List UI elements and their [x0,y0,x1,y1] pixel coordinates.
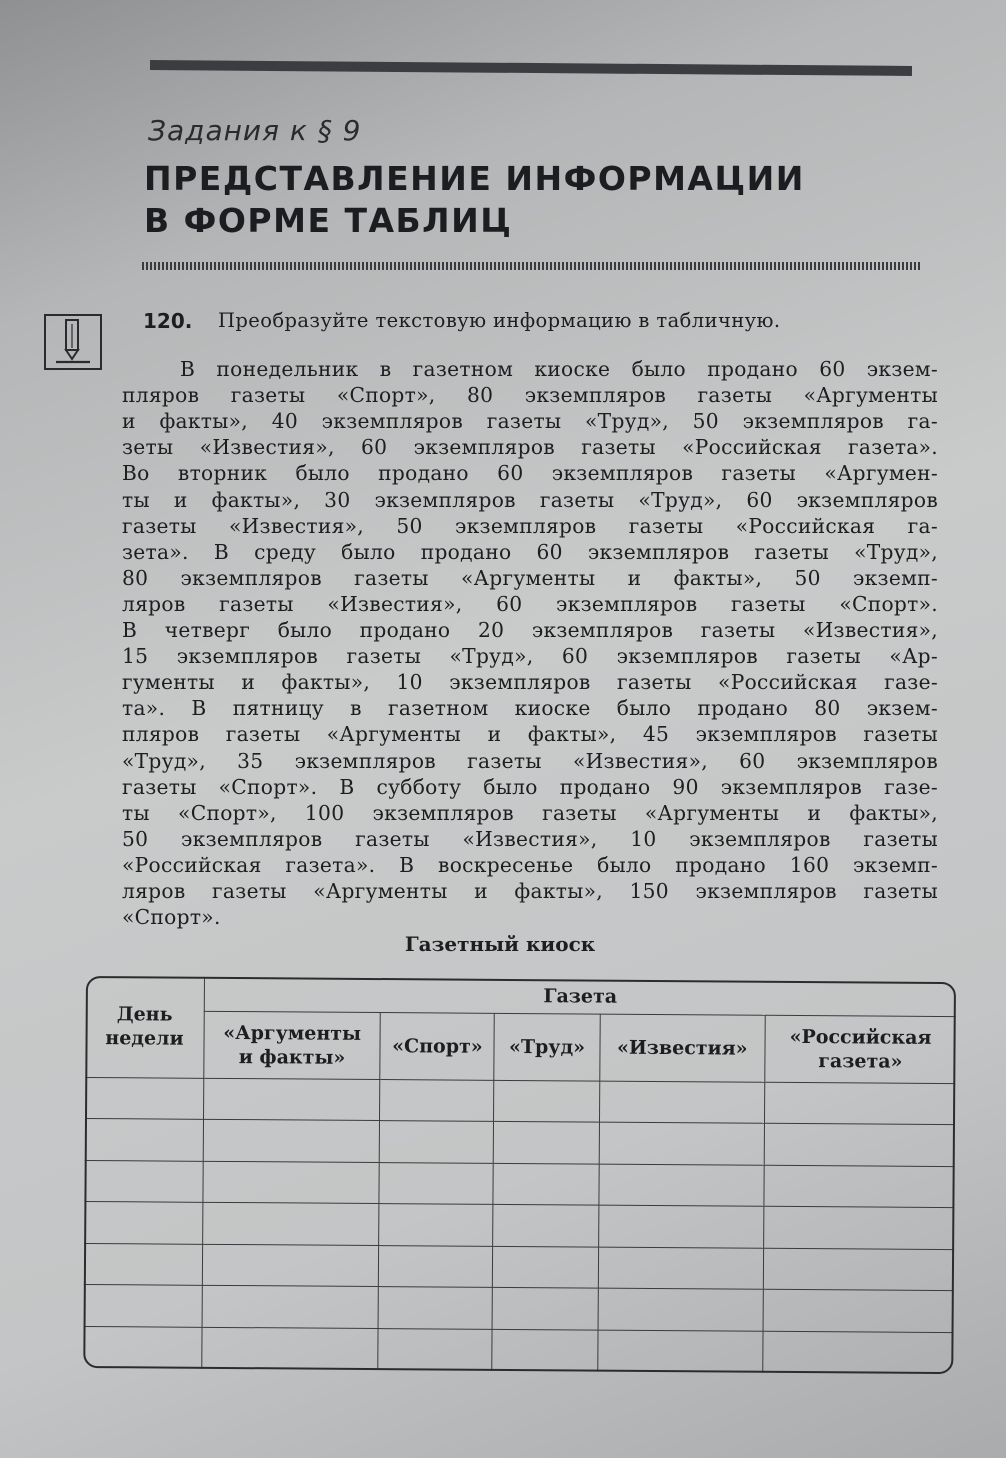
task-text [122,330,938,930]
text-line: 80 экземпляров газеты «Аргументы и факты», 50 экземп- [122,565,938,590]
newspaper-group-header: Газета [204,977,956,1017]
text-line: зеты «Известия», 60 экземпляров газеты «Российская газета». [122,435,938,460]
text-line: газеты «Известия», 50 экземпляров газеты «Российская га- [122,513,938,538]
text-line: пляров газеты «Аргументы и факты», 45 экземпляров газеты [122,722,938,747]
text-line: «Российская газета». В воскресенье было продано 160 экземп- [122,852,938,877]
page-title [144,158,904,248]
text-line: пляров газеты «Спорт», 80 экземпляров газеты «Аргументы [122,383,938,408]
bleed-through-page-number [68,42,118,82]
column-header-sport: «Спорт» [380,1012,494,1080]
text-line: газеты «Спорт». В субботу было продано 90 экземпляров газе- [122,774,938,799]
title-line-2: В ФОРМЕ ТАБЛИЦ [144,201,513,240]
column-header-trud: «Труд» [494,1013,600,1081]
column-header-argumenty: «Аргументы и факты» [204,1011,381,1079]
table-caption: Газетный киоск [404,932,596,956]
day-of-week-header: День недели [85,976,204,1078]
text-line: гументы и факты», 10 экземпляров газеты «Российская газе- [122,670,938,695]
text-line: и факты», 40 экземпляров газеты «Труд», 50 экземпляров га- [122,409,938,434]
section-label: Задания к § 9 [148,114,362,147]
text-line: та». В пятницу в газетном киоске было продано 80 экзем- [122,696,938,721]
title-line-1: ПРЕДСТАВЛЕНИЕ ИНФОРМАЦИИ [144,159,805,198]
text-line: Во вторник было продано 60 экземпляров газеты «Аргумен- [122,461,938,486]
text-line: ты и факты», 30 экземпляров газеты «Труд», 60 экземпляров [122,487,938,512]
text-line: 50 экземпляров газеты «Известия», 10 экземпляров газеты [122,826,938,851]
text-line: зета». В среду было продано 60 экземпляров газеты «Труд», [122,539,938,564]
task-number: 120. [143,309,193,333]
task-instruction: Преобразуйте текстовую информацию в табличную. [218,309,781,332]
text-line: ты «Спорт», 100 экземпляров газеты «Аргументы и факты», [122,800,938,825]
pencil-task-icon [44,314,102,370]
text-line: В понедельник в газетном киоске было продано 60 экзем- [180,357,938,382]
text-line: 15 экземпляров газеты «Труд», 60 экземпляров газеты «Ар- [122,644,938,669]
column-header-rossiyskaya: «Российская газета» [765,1015,956,1083]
text-line: ляров газеты «Аргументы и факты», 150 экземпляров газеты [122,878,938,903]
text-line: «Труд», 35 экземпляров газеты «Известия», 60 экземпляров [122,748,938,773]
title-dotted-rule [142,262,920,270]
newspaper-table [83,976,956,1374]
text-line: ляров газеты «Известия», 60 экземпляров газеты «Спорт». [122,591,938,616]
text-line: «Спорт». [122,905,221,930]
table-rounded-frame [83,976,956,1374]
text-line: В четверг было продано 20 экземпляров газеты «Известия», [122,618,938,643]
column-header-izvestiya: «Известия» [599,1014,765,1082]
